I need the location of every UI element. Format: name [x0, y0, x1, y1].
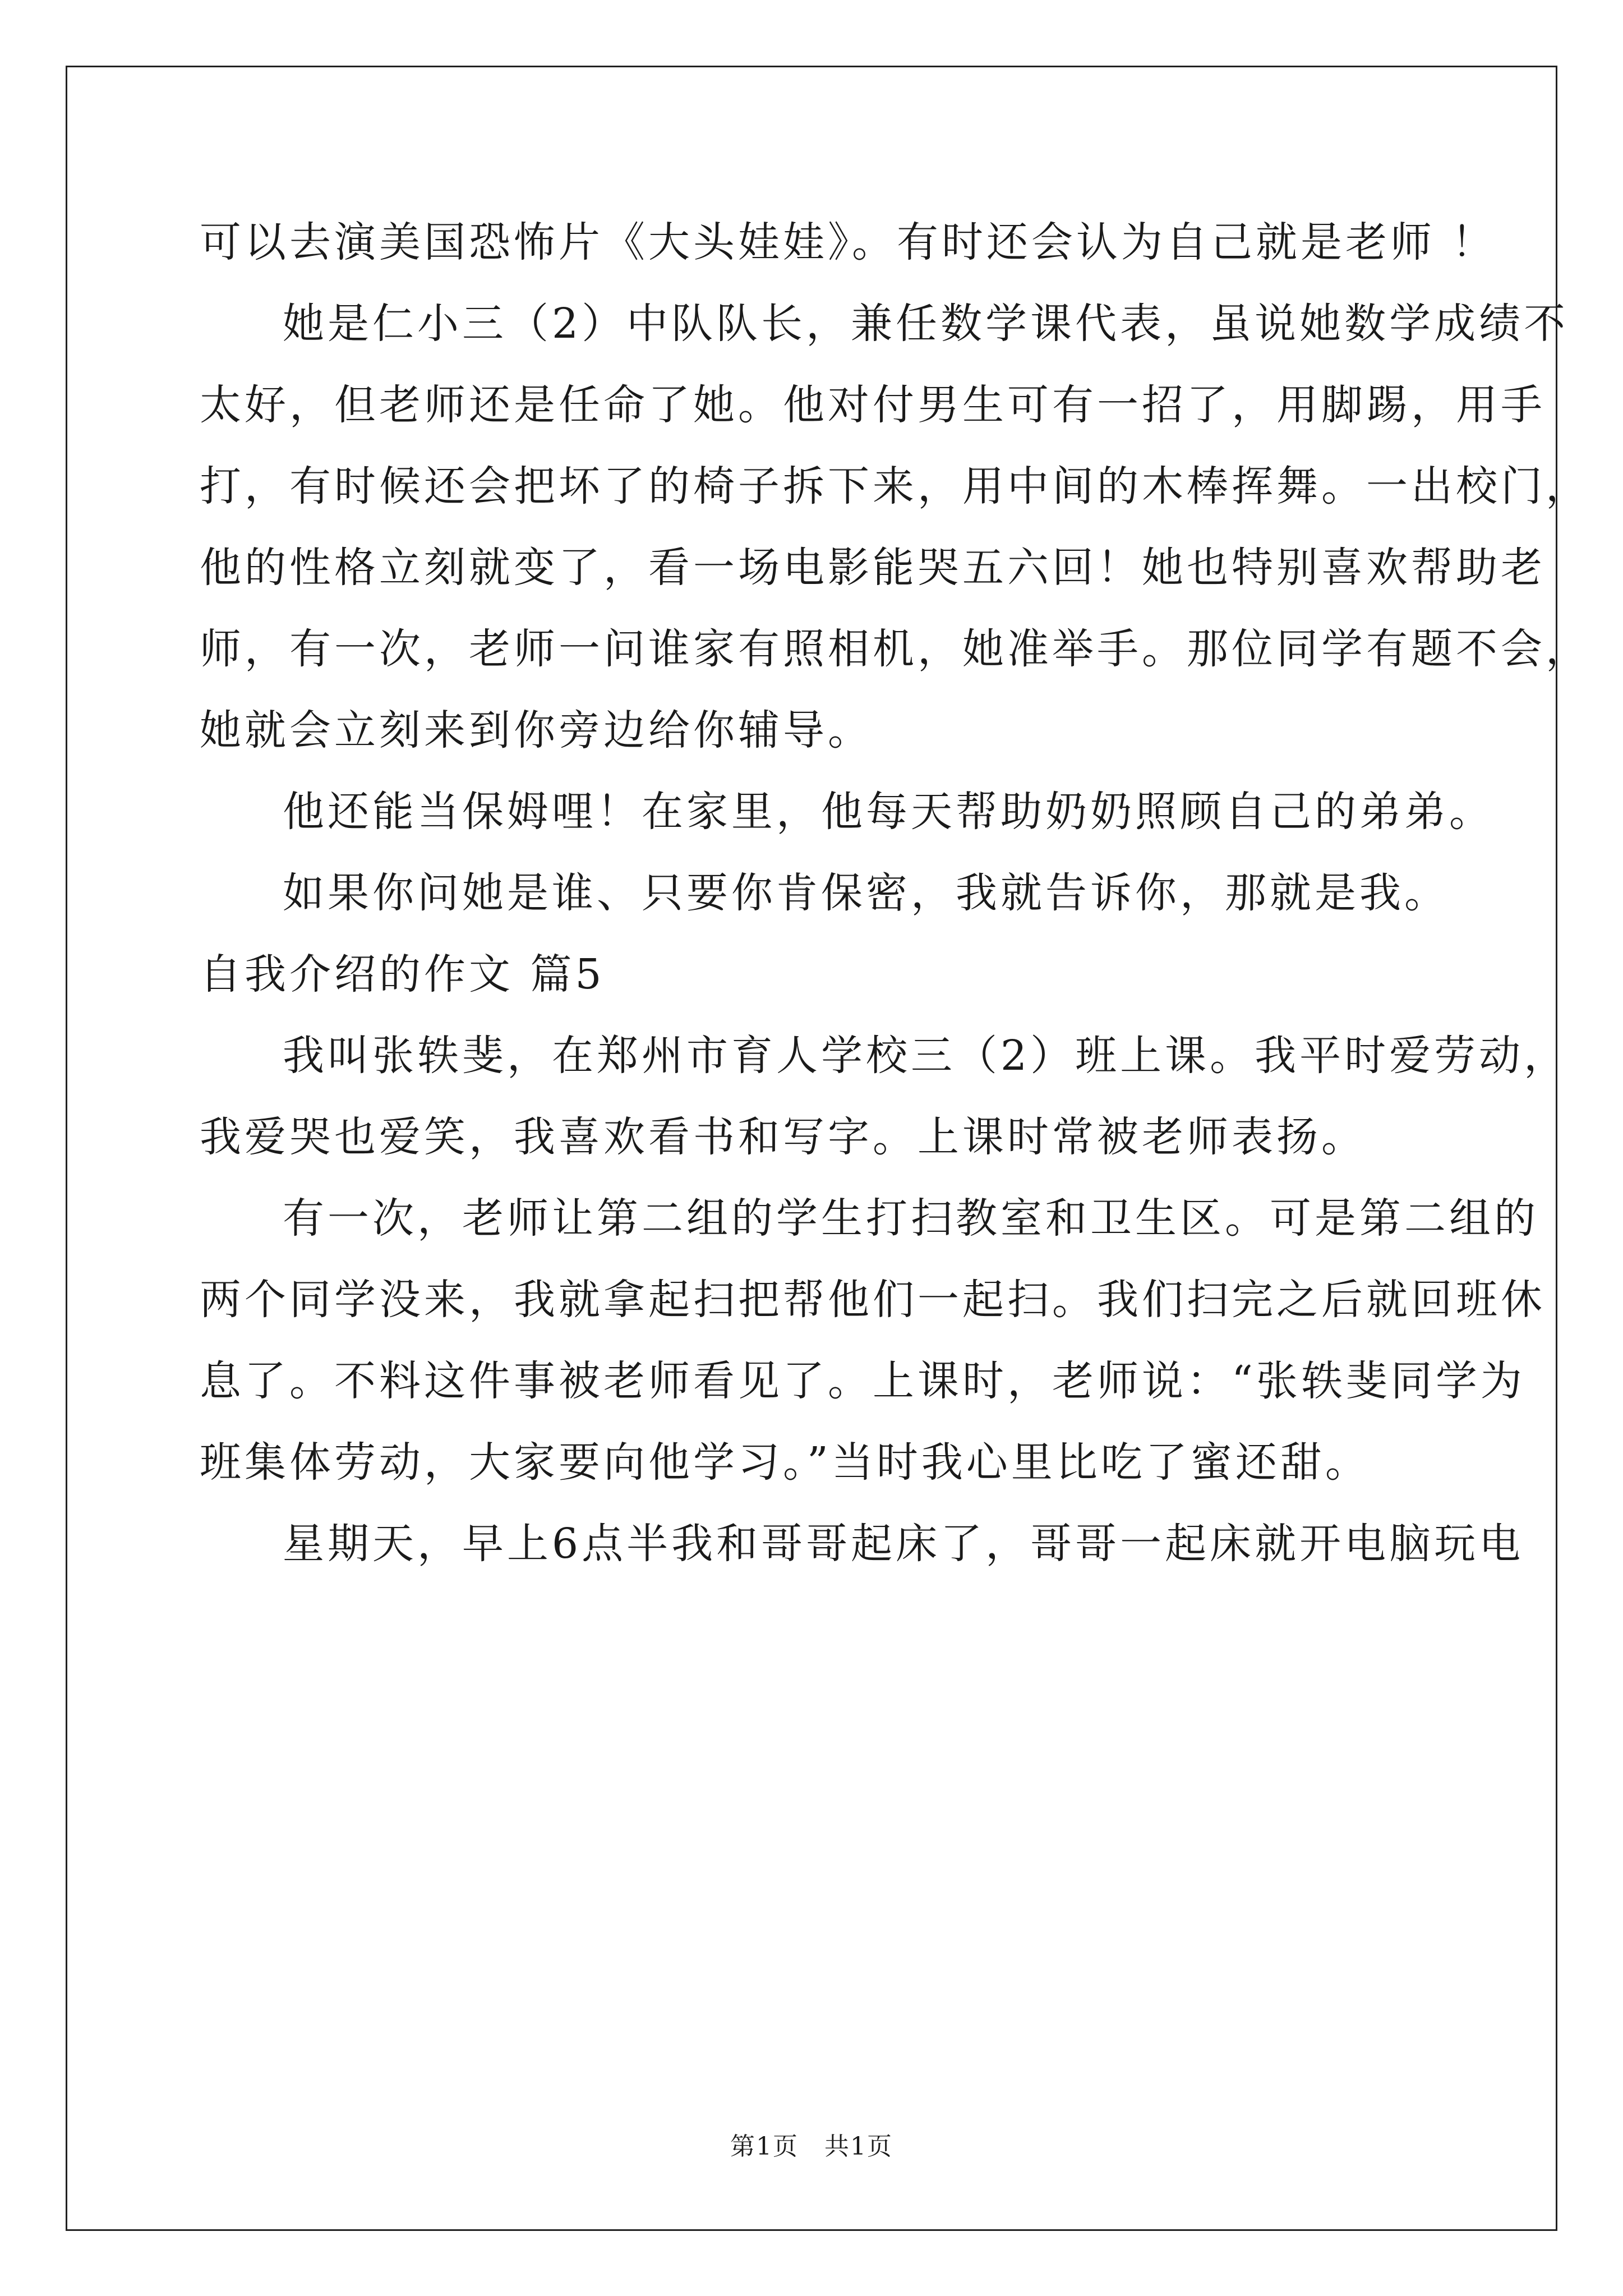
- text-line-2: 她是仁小三（2）中队队长，兼任数学课代表，虽说她数学成绩不: [283, 300, 1569, 348]
- text-line-16: 班集体劳动，大家要向他学习。”当时我心里比吃了蜜还甜。: [200, 1438, 1370, 1487]
- page-footer: 第1页 共1页: [730, 2132, 893, 2161]
- text-line-7: 她就会立刻来到你旁边给你辅导。: [200, 706, 873, 754]
- text-line-14: 两个同学没来，我就拿起扫把帮他们一起扫。我们扫完之后就回班休: [200, 1276, 1546, 1324]
- document-body: [200, 202, 1590, 1585]
- text-line-13: 有一次，老师让第二组的学生打扫教室和卫生区。可是第二组的: [283, 1194, 1539, 1243]
- section-heading: 自我介绍的作文 篇5: [200, 950, 605, 999]
- text-line-5: 他的性格立刻就变了，看一场电影能哭五六回！她也特别喜欢帮助老: [200, 544, 1546, 592]
- text-line-17: 星期天，早上6点半我和哥哥起床了，哥哥一起床就开电脑玩电: [283, 1520, 1524, 1568]
- text-line-9: 如果你问她是谁、只要你肯保密，我就告诉你，那就是我。: [283, 869, 1449, 917]
- text-line-8: 他还能当保姆哩！在家里，他每天帮助奶奶照顾自己的弟弟。: [283, 788, 1494, 836]
- text-line-4: 打，有时候还会把坏了的椅子拆下来，用中间的木棒挥舞。一出校门，: [200, 462, 1590, 510]
- text-line-12: 我爱哭也爱笑，我喜欢看书和写字。上课时常被老师表扬。: [200, 1113, 1366, 1161]
- text-line-3: 太好，但老师还是任命了她。他对付男生可有一招了，用脚踢，用手: [200, 381, 1546, 429]
- text-line-6: 师，有一次，老师一问谁家有照相机，她准举手。那位同学有题不会，: [200, 625, 1590, 673]
- text-line-1: 可以去演美国恐怖片《大头娃娃》。有时还会认为自己就是老师 ！: [200, 218, 1497, 266]
- text-line-11: 我叫张轶斐，在郑州市育人学校三（2）班上课。我平时爱劳动，: [283, 1032, 1569, 1080]
- text-line-15: 息了。不料这件事被老师看见了。上课时，老师说：“张轶斐同学为: [200, 1357, 1525, 1405]
